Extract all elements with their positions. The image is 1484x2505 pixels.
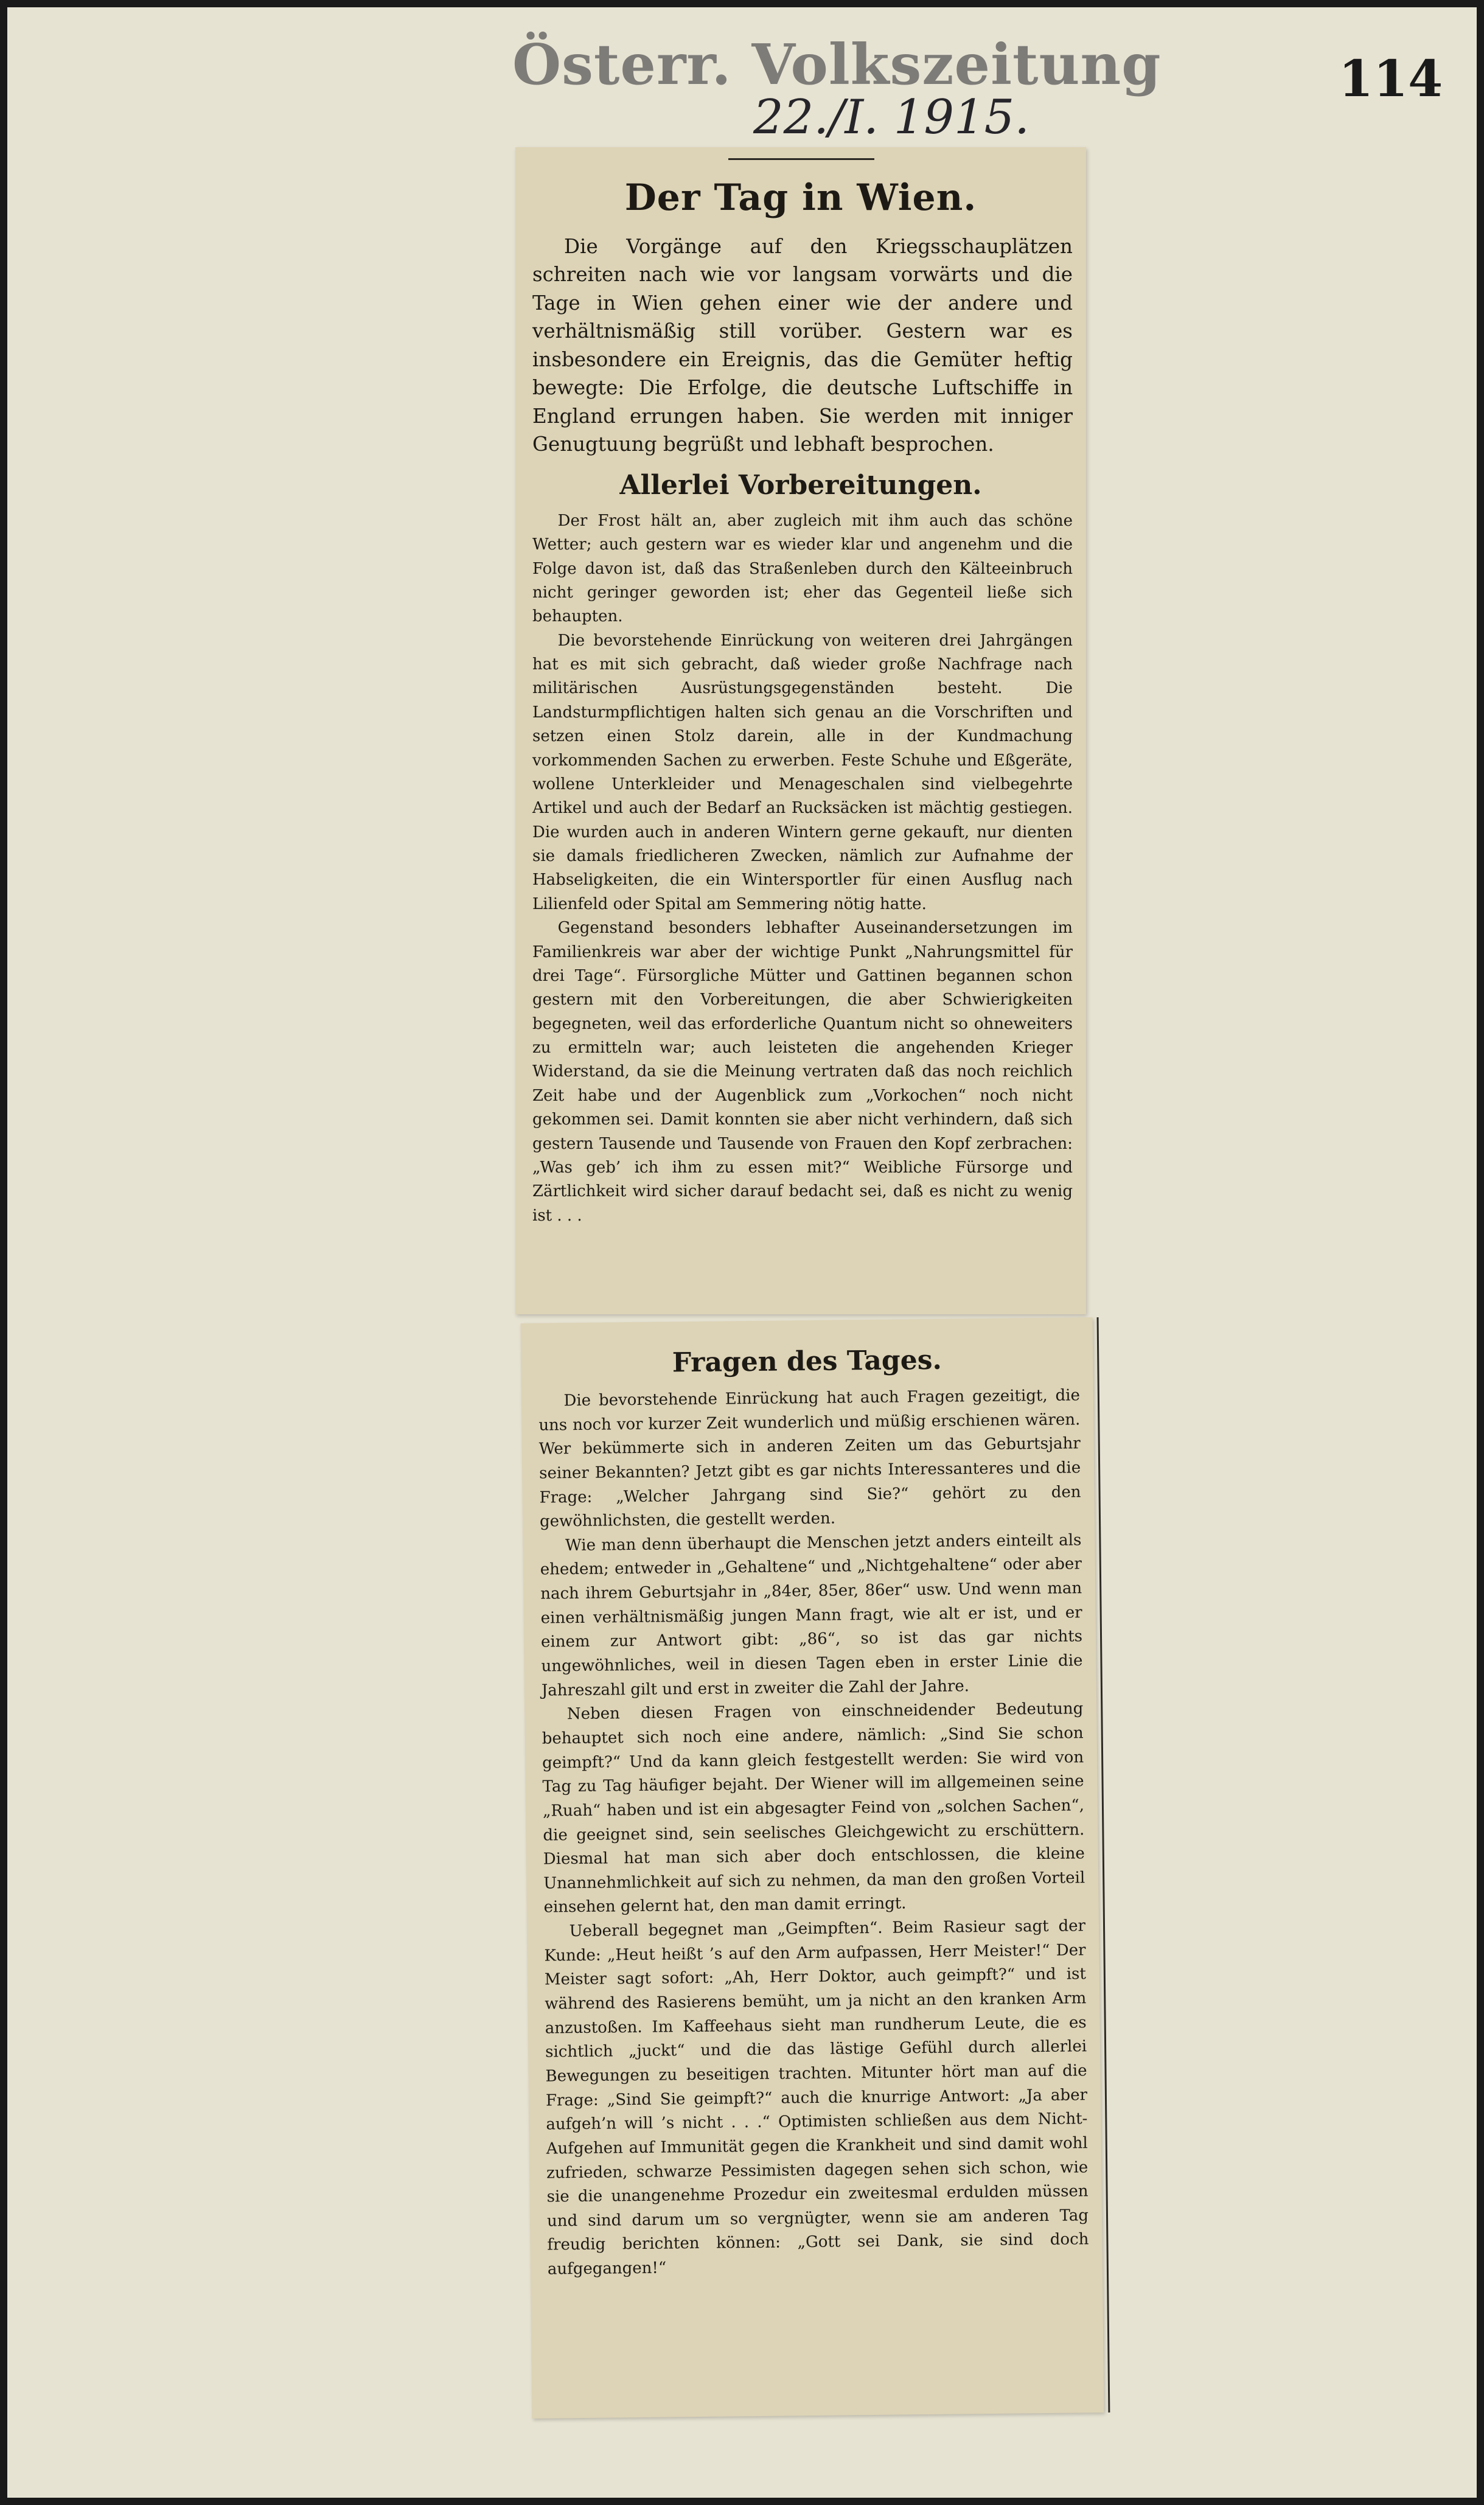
article-paragraph: Gegenstand besonders lebhafter Auseinandersetzungen im Familienkreis war aber der wichtige Punkt „Nahrungsmittel für drei Tage“. Fürsorgliche Mütter und Gattinen begannen schon gestern mit den Vorbereitungen, die aber Schwierigkeiten begegneten, weil das erforderliche Quantum nicht so ohneweiters zu ermitteln war; auch leisteten die angehenden Krieger Widerstand, da sie die Meinung vertraten daß das noch reichlich Zeit habe und der Augenblick zum „Vorkochen“ noch nicht gekommen sei. Damit konnten sie aber nicht verhindern, daß sich gestern Tausende und Tausende von Frauen den Kopf zerbrachen: „Was geb’ ich ihm zu essen mit?“ Weibliche Fürsorge und Zärtlichkeit wird sicher darauf bedacht sei, daß es nicht zu wenig ist . . . bbox=[532, 919, 1073, 1225]
clipping-fragen-des-tages bbox=[521, 1317, 1104, 2419]
article-paragraph: Die bevorstehende Einrückung von weiteren drei Jahrgängen hat es mit sich gebracht, daß wieder große Nachfrage nach militärischen Ausrüstungsgegenständen besteht. Die Landsturmpflichtigen halten sich genau an die Vorschriften und setzen einen Stolz darein, alle in der Kundmachung vorkommenden Sachen zu erwerben. Feste Schuhe und Eßgeräte, wollene Unterkleider und Menageschalen sind vielbegehrte Artikel und auch der Bedarf an Rucksäcken ist mächtig gestiegen. Die wurden auch in anderen Wintern gerne gekauft, nur dienten sie damals friedlicheren Zwecken, nämlich zur Aufnahme der Habseligkeiten, die ein Wintersportler für einen Ausflug nach Lilienfeld oder Spital am Semmering nötig hatte. bbox=[532, 631, 1073, 913]
section-subtitle: Allerlei Vorbereitungen. bbox=[619, 469, 982, 501]
article-paragraph: Neben diesen Fragen von einschneidender Bedeutung behauptet sich noch eine andere, nämlich: „Sind Sie schon geimpft?“ Und da kann gleich festgestellt werden: Sie wird von Tag zu Tag häufiger bejaht. Der Wiener will im allgemeinen seine „Ruah“ haben und ist ein abgesagter Feind von „solchen Sachen“, die geeignet sind, sein seelisches Gleichgewicht zu erschüttern. Diesmal hat man sich aber doch entschlossen, die kleine Unannehmlichkeit auf sich zu nehmen, da man den großen Vorteil einsehen gelernt hat, den man damit erringt. bbox=[542, 1699, 1085, 1917]
clipping-title: Der Tag in Wien. bbox=[624, 176, 977, 219]
article-paragraph: Die bevorstehende Einrückung hat auch Fragen gezeitigt, die uns noch vor kurzer Zeit wunderlich und müßig erschienen wären. Wer bekümmerte sich in anderen Zeiten um das Geburtsjahr seiner Bekannten? Jetzt gibt es gar nichts Interessanteres und die Frage: „Welcher Jahrgang sind Sie?“ gehört zu den gewöhnlichsten, die gestellt werden. bbox=[538, 1386, 1081, 1531]
clipping-der-tag-in-wien bbox=[515, 147, 1086, 1314]
top-rule bbox=[728, 158, 874, 160]
article-paragraph: Wie man denn überhaupt die Menschen jetzt anders einteilt als ehedem; entweder in „Gehaltene“ und „Nichtgehaltene“ oder aber nach ihrem Geburtsjahr in „84er, 85er, 86er“ usw. Und wenn man einen verhältnismäßig jungen Mann fragt, wie alt er ist, und er einem zur Antwort gibt: „86“, so ist das gar nichts ungewöhnliches, weil in diesen Tagen eben in erster Linie die Jahreszahl gilt und erst in zweiter die Zahl der Jahre. bbox=[540, 1531, 1083, 1700]
intro-paragraph: Die Vorgänge auf den Kriegsschauplätzen schreiten nach wie vor langsam vorwärts und die Tage in Wien gehen einer wie der andere und verhältnismäßig still vorüber. Gestern war es insbesondere ein Ereignis, das die Gemüter heftig bewegte: Die Erfolge, die deutsche Luftschiffe in England errungen haben. Sie werden mit inniger Genugtuung begrüßt und lebhaft besprochen. bbox=[532, 235, 1073, 456]
article-paragraph: Ueberall begegnet man „Geimpften“. Beim Rasieur sagt der Kunde: „Heut heißt ’s auf den Arm aufpassen, Herr Meister!“ Der Meister sagt sofort: „Ah, Herr Doktor, auch geimpft?“ und ist während des Rasierens bemüht, um ja nicht an den kranken Arm anzustoßen. Im Kaffeehaus sieht man rundherum Leute, die es sichtlich „juckt“ und die das lästige Gefühl durch allerlei Bewegungen zu beseitigen trachten. Mitunter hört man auf die Frage: „Sind Sie geimpft?“ auch die knurrige Antwort: „Ja aber aufgeh’n will ’s nicht . . .“ Optimisten schließen aus dem Nicht-Aufgehen auf Immunität gegen die Krankheit und sind damit wohl zufrieden, schwarze Pessimisten dagegen sehen sich schon, wie sie die unangenehme Prozedur ein zweitesmal erdulden müssen und sind darum um so vergnügter, wenn sie am anderen Tag freudig berichten können: „Gott sei Dank, sie sind doch aufgegangen!“ bbox=[544, 1917, 1089, 2279]
clipping-title: Fragen des Tages. bbox=[672, 1344, 942, 1379]
newspaper-stamp: Österr. Volkszeitung bbox=[512, 32, 1162, 97]
article-paragraph: Der Frost hält an, aber zugleich mit ihm auch das schöne Wetter; auch gestern war es wieder klar und angenehm und die Folge davon ist, daß das Straßenleben durch den Kälteeinbruch nicht geringer geworden ist; eher das Gegenteil ließe sich behaupten. bbox=[532, 511, 1073, 626]
page-number: 114 bbox=[1339, 50, 1443, 108]
handwritten-date: 22./I. 1915. bbox=[753, 90, 1030, 145]
